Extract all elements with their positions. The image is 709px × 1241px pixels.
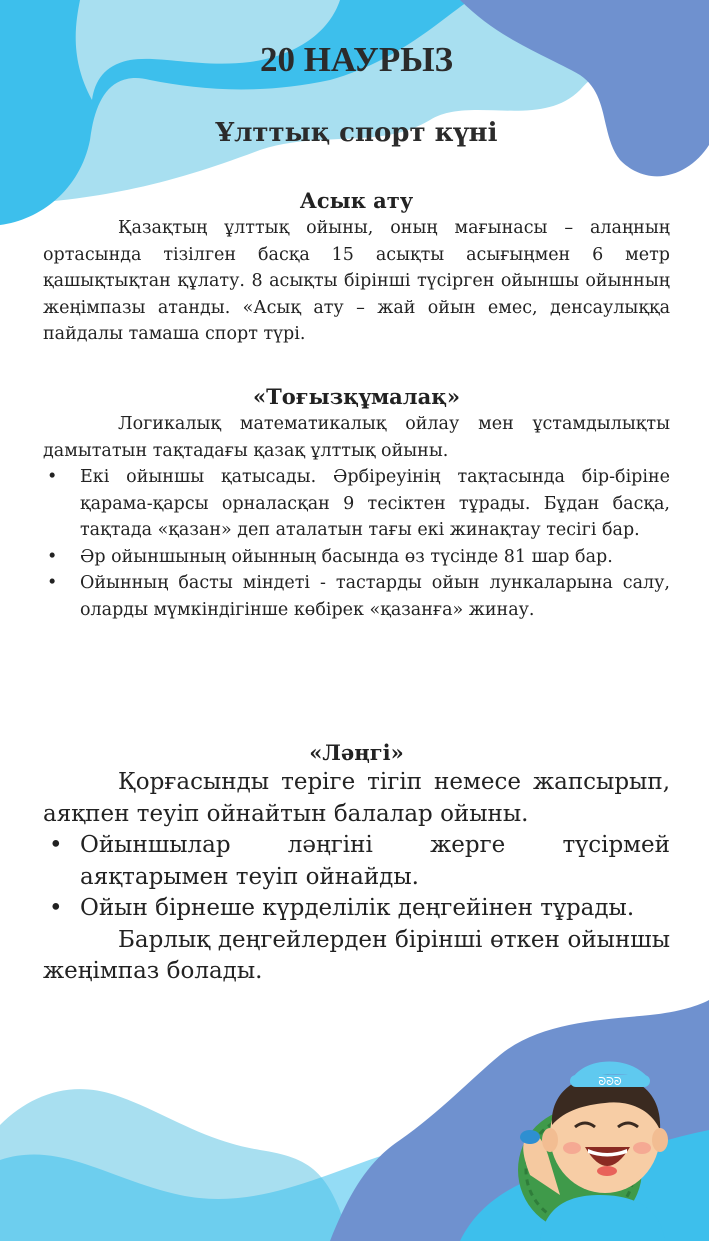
section-asyk-atu [43,186,670,348]
section-heading: «Тоғызқұмалақ» [253,384,460,409]
list-item [43,830,670,893]
list-item [43,570,670,623]
bullet-icon: • [47,467,58,487]
section-paragraph: Қорғасынды теріге тігіп немесе жапсырып, аяқпен теуіп ойнайтын балалар ойыны. [43,769,670,827]
page-subtitle: Ұлттық спорт күні [215,118,498,148]
section-heading: «Ләңгі» [309,740,404,765]
list-item [43,893,670,925]
svg-text:ᘐᘐᘐ: ᘐᘐᘐ [598,1075,622,1088]
list-item-text: Әр ойыншының ойынның басында өз түсінде 81 шар бар. [80,546,613,567]
list-item [43,464,670,544]
page-title: 20 НАУРЫЗ [259,40,454,79]
list-item [43,544,670,571]
bullet-list [43,464,670,623]
boy-mascot-illustration [500,1045,700,1241]
section-heading: Асык ату [299,188,414,213]
bullet-list [43,830,670,925]
section-togyzkumalak [43,382,670,623]
list-item-text: Ойыншылар ләңгіні жерге түсірмей аяқтарымен теуіп ойнайды. [80,832,670,890]
bullet-icon: • [49,895,63,921]
bullet-icon: • [47,573,58,593]
list-item-text: Ойынның басты міндеті - тастарды ойын лункаларына салу, оларды мүмкіндігінше көбірек «қазанға» жинау. [80,573,670,620]
list-item-text: Екі ойыншы қатысады. Әрбіреуінің тақтасында бір-біріне қарама-қарсы орналасқан 9 тесіктен тұрады. Бұдан басқа, тақтада «қазан» деп аталатын тағы екі жинақтау тесігі бар. [80,467,670,540]
bullet-icon: • [47,546,58,567]
section-langi [43,738,670,988]
section-paragraph: Логикалық математикалық ойлау мен ұстамдылықты дамытатын тақтадағы қазақ ұлттық ойыны. [43,414,670,461]
closing-paragraph: Барлық деңгейлерден бірінші өткен ойыншы жеңімпаз болады. [43,926,670,984]
bullet-icon: • [49,832,63,858]
section-paragraph: Қазақтың ұлттық ойыны, оның мағынасы – алаңның ортасында тізілген басқа 15 асықты асығыңмен 6 метр қашықтықтан құлату. 8 асықты бірінші түсірген ойыншы ойынның жеңімпазы атанды. «Асық ату – жай ойын емес, денсаулыққа пайдалы тамаша спорт түрі. [43,218,670,344]
list-item-text: Ойын бірнеше күрделілік деңгейінен тұрады. [80,895,635,921]
